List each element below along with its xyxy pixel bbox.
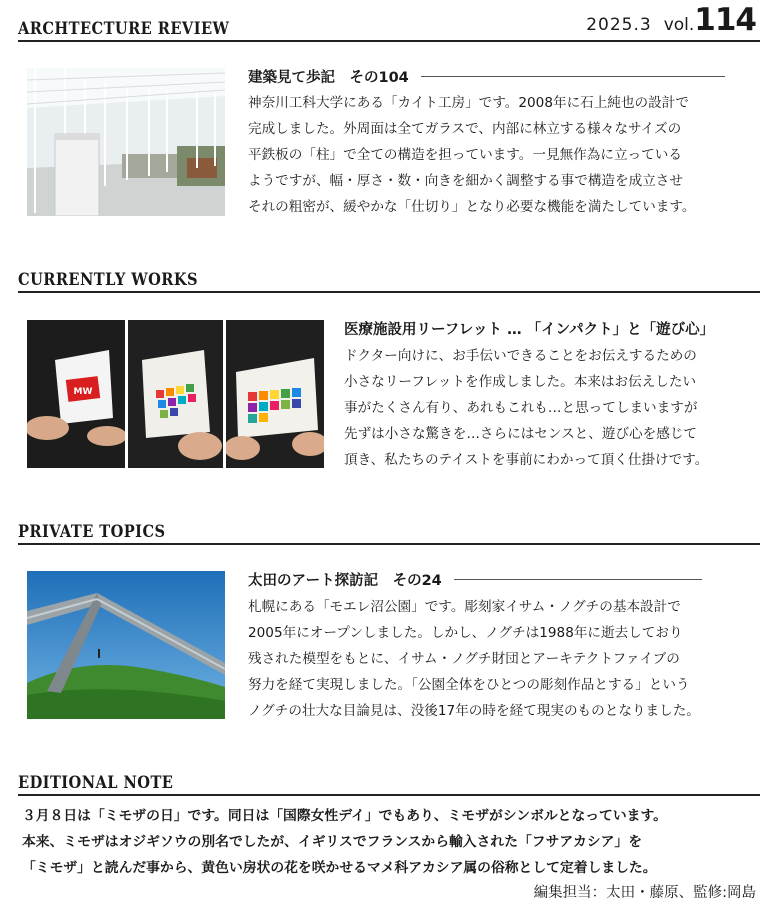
editor-credit: 編集担当：太田・藤原、監修:岡島 [533,885,756,901]
body-line: ドクター向けに、お手伝いできることをお伝えするための [344,348,697,364]
photo-leaflet-open [226,320,324,468]
article-body-architecture [248,90,696,220]
photo-moerenuma-park [27,571,225,719]
leaflet-logo-text: MW [73,387,93,397]
body-line: 2005年にオープンしました。しかし、ノグチは1988年に逝去しており [248,625,683,641]
section-title-private-topics: PRIVATE TOPICS [18,522,166,542]
note-line: ３月８日は「ミモザの日」です。同日は「国際女性デイ」でもあり、ミモザがシンボルとなっています。 [22,808,667,824]
issue-date: 2025.3 [586,15,652,35]
body-line: 事がたくさん有り、あれもこれも…と思ってしまいますが [344,400,698,416]
section-title-currently-works: CURRENTLY WORKS [18,270,198,290]
photo-kait-workshop [27,68,225,216]
body-line: 先ずは小さな驚きを…さらにはセンスと、遊び心を感じて [344,426,698,442]
section-rule [18,794,760,796]
body-line: 完成しました。外周面は全てガラスで、内部に林立する様々なサイズの [248,121,682,137]
issue-vol-number: 114 [694,2,756,38]
body-line: 頂き、私たちのテイストを事前にわかって頂く仕掛けです。 [344,452,709,468]
note-line: 「ミモザ」と読んだ事から、黄色い房状の花を咲かせるマメ科アカシア属の俗称として定着しました。 [22,860,657,876]
section-rule [18,291,760,293]
section-title-editional-note: EDITIONAL NOTE [18,773,174,793]
article-heading-architecture [248,66,725,87]
body-line: 札幌にある「モエレ沼公園」です。彫刻家イサム・ノグチの基本設計で [248,599,681,615]
article-heading-works: 医療施設用リーフレット … 「インパクト」と「遊び心」 [344,322,715,338]
note-line: 本来、ミモザはオジギソウの別名でしたが、イギリスでフランスから輸入された「フサアカシア」を [22,834,643,850]
heading-rule [454,579,702,580]
body-line: ようですが、幅・厚さ・数・向きを細かく調整する事で構造を成立させ [248,173,683,189]
issue-vol-label: vol. [663,15,695,35]
editorial-note-body [22,803,762,881]
body-line: 残された模型をもとに、イサム・ノグチ財団とアーキテクトファイブの [248,651,680,667]
heading-text: 太田のアート探訪記 その24 [248,573,442,589]
body-line: 努力を経て実現しました。「公園全体をひとつの彫刻作品とする」という [248,677,690,693]
body-line: ノグチの壮大な目論見は、没後17年の時を経て現実のものとなりました。 [248,703,700,719]
section-rule [18,40,760,42]
article-heading-private [248,569,702,590]
photo-leaflet-opening [128,320,223,468]
body-line: 神奈川工科大学にある「カイト工房」です。2008年に石上純也の設計で [248,95,689,111]
photo-leaflet-closed [27,320,125,468]
article-body-private [248,594,700,724]
body-line: 小さなリーフレットを作成しました。本来はお伝えしたい [344,374,697,390]
heading-rule [421,76,725,77]
article-body-works [344,343,708,473]
heading-text: 建築見て歩記 その104 [248,70,409,86]
body-line: 平鉄板の「柱」で全ての構造を担っています。一見無作為に立っている [248,147,682,163]
section-rule [18,543,760,545]
issue-info [586,2,756,38]
section-title-architecture-review: ARCHTECTURE REVIEW [18,19,230,39]
body-line: それの粗密が、緩やかな「仕切り」となり必要な機能を満たしています。 [248,199,696,215]
